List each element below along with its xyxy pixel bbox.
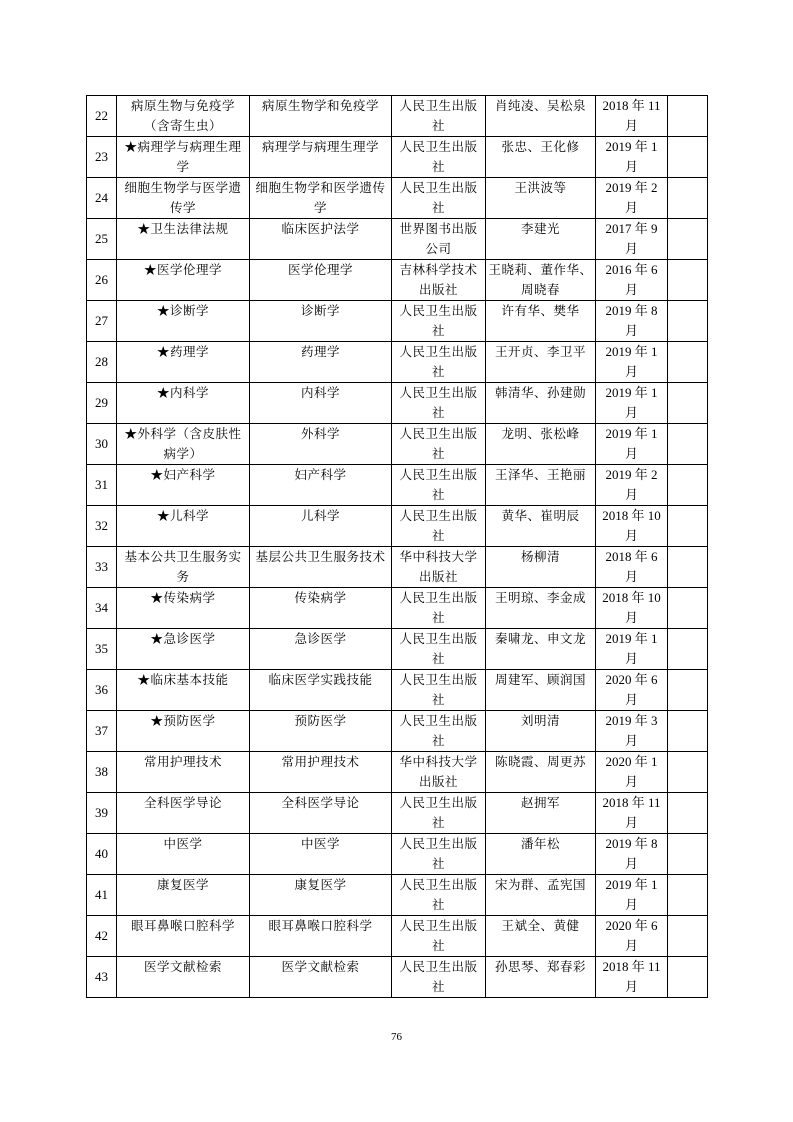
publisher: 人民卫生出版社 bbox=[392, 670, 486, 711]
editor: 肖纯凌、吴松泉 bbox=[486, 96, 596, 137]
editor: 宋为群、孟宪国 bbox=[486, 875, 596, 916]
textbook-name: 儿科学 bbox=[250, 506, 392, 547]
table-row bbox=[87, 752, 708, 793]
edition-date: 2019 年 2 月 bbox=[596, 465, 668, 506]
textbook-name: 基层公共卫生服务技术 bbox=[250, 547, 392, 588]
course-name: 全科医学导论 bbox=[117, 793, 250, 834]
publisher: 人民卫生出版社 bbox=[392, 916, 486, 957]
note bbox=[668, 301, 708, 342]
row-number: 24 bbox=[87, 178, 117, 219]
publisher: 人民卫生出版社 bbox=[392, 629, 486, 670]
note bbox=[668, 547, 708, 588]
note bbox=[668, 629, 708, 670]
course-name: ★急诊医学 bbox=[117, 629, 250, 670]
course-name: 病原生物与免疫学（含寄生虫） bbox=[117, 96, 250, 137]
edition-date: 2018 年 10 月 bbox=[596, 506, 668, 547]
editor: 许有华、樊华 bbox=[486, 301, 596, 342]
table-row bbox=[87, 178, 708, 219]
edition-date: 2019 年 1 月 bbox=[596, 342, 668, 383]
publisher: 人民卫生出版社 bbox=[392, 383, 486, 424]
table-row bbox=[87, 670, 708, 711]
editor: 陈晓霞、周更苏 bbox=[486, 752, 596, 793]
edition-date: 2019 年 8 月 bbox=[596, 834, 668, 875]
editor: 王泽华、王艳丽 bbox=[486, 465, 596, 506]
edition-date: 2020 年 6 月 bbox=[596, 670, 668, 711]
editor: 王开贞、李卫平 bbox=[486, 342, 596, 383]
table-row bbox=[87, 219, 708, 260]
edition-date: 2019 年 3 月 bbox=[596, 711, 668, 752]
row-number: 31 bbox=[87, 465, 117, 506]
editor: 杨柳清 bbox=[486, 547, 596, 588]
publisher: 人民卫生出版社 bbox=[392, 465, 486, 506]
publisher: 人民卫生出版社 bbox=[392, 506, 486, 547]
publisher: 人民卫生出版社 bbox=[392, 96, 486, 137]
editor: 王明琼、李金成 bbox=[486, 588, 596, 629]
editor: 张忠、王化修 bbox=[486, 137, 596, 178]
note bbox=[668, 711, 708, 752]
textbook-name: 外科学 bbox=[250, 424, 392, 465]
textbook-name: 医学伦理学 bbox=[250, 260, 392, 301]
row-number: 43 bbox=[87, 957, 117, 998]
table-row bbox=[87, 834, 708, 875]
editor: 黄华、崔明辰 bbox=[486, 506, 596, 547]
table-row bbox=[87, 957, 708, 998]
edition-date: 2019 年 8 月 bbox=[596, 301, 668, 342]
textbook-name: 中医学 bbox=[250, 834, 392, 875]
row-number: 29 bbox=[87, 383, 117, 424]
editor: 韩清华、孙建勋 bbox=[486, 383, 596, 424]
note bbox=[668, 670, 708, 711]
course-name: ★病理学与病理生理学 bbox=[117, 137, 250, 178]
table-row bbox=[87, 793, 708, 834]
textbook-name: 全科医学导论 bbox=[250, 793, 392, 834]
row-number: 38 bbox=[87, 752, 117, 793]
note bbox=[668, 875, 708, 916]
edition-date: 2019 年 1 月 bbox=[596, 629, 668, 670]
textbook-name: 预防医学 bbox=[250, 711, 392, 752]
course-name: ★卫生法律法规 bbox=[117, 219, 250, 260]
row-number: 39 bbox=[87, 793, 117, 834]
table-row bbox=[87, 588, 708, 629]
publisher: 华中科技大学出版社 bbox=[392, 547, 486, 588]
note bbox=[668, 506, 708, 547]
textbook-name: 病理学与病理生理学 bbox=[250, 137, 392, 178]
textbook-name: 传染病学 bbox=[250, 588, 392, 629]
table-row bbox=[87, 424, 708, 465]
table-row bbox=[87, 875, 708, 916]
course-name: 医学文献检索 bbox=[117, 957, 250, 998]
row-number: 34 bbox=[87, 588, 117, 629]
publisher: 华中科技大学出版社 bbox=[392, 752, 486, 793]
edition-date: 2019 年 1 月 bbox=[596, 137, 668, 178]
course-name: 中医学 bbox=[117, 834, 250, 875]
note bbox=[668, 383, 708, 424]
publisher: 人民卫生出版社 bbox=[392, 957, 486, 998]
note bbox=[668, 424, 708, 465]
note bbox=[668, 219, 708, 260]
note bbox=[668, 137, 708, 178]
course-name: ★内科学 bbox=[117, 383, 250, 424]
note bbox=[668, 588, 708, 629]
course-name: ★诊断学 bbox=[117, 301, 250, 342]
edition-date: 2019 年 1 月 bbox=[596, 424, 668, 465]
row-number: 28 bbox=[87, 342, 117, 383]
edition-date: 2019 年 1 月 bbox=[596, 383, 668, 424]
publisher: 人民卫生出版社 bbox=[392, 178, 486, 219]
table-row bbox=[87, 506, 708, 547]
table-body bbox=[87, 96, 708, 998]
edition-date: 2018 年 10 月 bbox=[596, 588, 668, 629]
table-row bbox=[87, 383, 708, 424]
table-row bbox=[87, 96, 708, 137]
note bbox=[668, 834, 708, 875]
editor: 王洪波等 bbox=[486, 178, 596, 219]
table-row bbox=[87, 342, 708, 383]
edition-date: 2020 年 1 月 bbox=[596, 752, 668, 793]
row-number: 26 bbox=[87, 260, 117, 301]
note bbox=[668, 342, 708, 383]
editor: 王晓莉、董作华、周晓春 bbox=[486, 260, 596, 301]
edition-date: 2019 年 2 月 bbox=[596, 178, 668, 219]
textbook-name: 妇产科学 bbox=[250, 465, 392, 506]
textbook-name: 医学文献检索 bbox=[250, 957, 392, 998]
course-name: 细胞生物学与医学遗传学 bbox=[117, 178, 250, 219]
row-number: 35 bbox=[87, 629, 117, 670]
row-number: 23 bbox=[87, 137, 117, 178]
course-name: ★儿科学 bbox=[117, 506, 250, 547]
edition-date: 2020 年 6 月 bbox=[596, 916, 668, 957]
edition-date: 2018 年 6 月 bbox=[596, 547, 668, 588]
edition-date: 2019 年 1 月 bbox=[596, 875, 668, 916]
row-number: 33 bbox=[87, 547, 117, 588]
note bbox=[668, 916, 708, 957]
textbook-name: 病原生物学和免疫学 bbox=[250, 96, 392, 137]
edition-date: 2016 年 6 月 bbox=[596, 260, 668, 301]
textbook-name: 细胞生物学和医学遗传学 bbox=[250, 178, 392, 219]
publisher: 世界图书出版公司 bbox=[392, 219, 486, 260]
note bbox=[668, 178, 708, 219]
publisher: 人民卫生出版社 bbox=[392, 301, 486, 342]
publisher: 人民卫生出版社 bbox=[392, 424, 486, 465]
row-number: 41 bbox=[87, 875, 117, 916]
edition-date: 2018 年 11 月 bbox=[596, 957, 668, 998]
table-row bbox=[87, 547, 708, 588]
note bbox=[668, 465, 708, 506]
publisher: 人民卫生出版社 bbox=[392, 793, 486, 834]
row-number: 25 bbox=[87, 219, 117, 260]
editor: 龙明、张松峰 bbox=[486, 424, 596, 465]
edition-date: 2018 年 11 月 bbox=[596, 96, 668, 137]
textbook-table bbox=[86, 95, 708, 998]
course-name: 基本公共卫生服务实务 bbox=[117, 547, 250, 588]
textbook-name: 急诊医学 bbox=[250, 629, 392, 670]
row-number: 42 bbox=[87, 916, 117, 957]
note bbox=[668, 752, 708, 793]
textbook-name: 内科学 bbox=[250, 383, 392, 424]
table-row bbox=[87, 260, 708, 301]
note bbox=[668, 793, 708, 834]
row-number: 36 bbox=[87, 670, 117, 711]
table-row bbox=[87, 465, 708, 506]
course-name: ★预防医学 bbox=[117, 711, 250, 752]
publisher: 人民卫生出版社 bbox=[392, 137, 486, 178]
publisher: 人民卫生出版社 bbox=[392, 875, 486, 916]
note bbox=[668, 957, 708, 998]
table-row bbox=[87, 916, 708, 957]
editor: 孙思琴、郑春彩 bbox=[486, 957, 596, 998]
course-name: 康复医学 bbox=[117, 875, 250, 916]
editor: 刘明清 bbox=[486, 711, 596, 752]
course-name: ★传染病学 bbox=[117, 588, 250, 629]
table-row bbox=[87, 137, 708, 178]
editor: 赵拥军 bbox=[486, 793, 596, 834]
textbook-name: 康复医学 bbox=[250, 875, 392, 916]
textbook-name: 诊断学 bbox=[250, 301, 392, 342]
publisher: 人民卫生出版社 bbox=[392, 588, 486, 629]
course-name: ★医学伦理学 bbox=[117, 260, 250, 301]
table-row bbox=[87, 301, 708, 342]
row-number: 27 bbox=[87, 301, 117, 342]
textbook-name: 临床医学实践技能 bbox=[250, 670, 392, 711]
editor: 李建光 bbox=[486, 219, 596, 260]
textbook-name: 常用护理技术 bbox=[250, 752, 392, 793]
row-number: 37 bbox=[87, 711, 117, 752]
course-name: ★药理学 bbox=[117, 342, 250, 383]
textbook-name: 药理学 bbox=[250, 342, 392, 383]
editor: 潘年松 bbox=[486, 834, 596, 875]
row-number: 30 bbox=[87, 424, 117, 465]
editor: 王斌全、黄健 bbox=[486, 916, 596, 957]
row-number: 32 bbox=[87, 506, 117, 547]
edition-date: 2017 年 9 月 bbox=[596, 219, 668, 260]
publisher: 人民卫生出版社 bbox=[392, 834, 486, 875]
textbook-name: 眼耳鼻喉口腔科学 bbox=[250, 916, 392, 957]
row-number: 22 bbox=[87, 96, 117, 137]
course-name: ★妇产科学 bbox=[117, 465, 250, 506]
publisher: 人民卫生出版社 bbox=[392, 342, 486, 383]
publisher: 吉林科学技术出版社 bbox=[392, 260, 486, 301]
page-number: 76 bbox=[391, 1031, 402, 1043]
table-row bbox=[87, 711, 708, 752]
editor: 秦啸龙、申文龙 bbox=[486, 629, 596, 670]
publisher: 人民卫生出版社 bbox=[392, 711, 486, 752]
edition-date: 2018 年 11 月 bbox=[596, 793, 668, 834]
note bbox=[668, 96, 708, 137]
course-name: 眼耳鼻喉口腔科学 bbox=[117, 916, 250, 957]
table-row bbox=[87, 629, 708, 670]
row-number: 40 bbox=[87, 834, 117, 875]
course-name: 常用护理技术 bbox=[117, 752, 250, 793]
editor: 周建军、顾润国 bbox=[486, 670, 596, 711]
note bbox=[668, 260, 708, 301]
course-name: ★临床基本技能 bbox=[117, 670, 250, 711]
textbook-name: 临床医护法学 bbox=[250, 219, 392, 260]
course-name: ★外科学（含皮肤性病学） bbox=[117, 424, 250, 465]
